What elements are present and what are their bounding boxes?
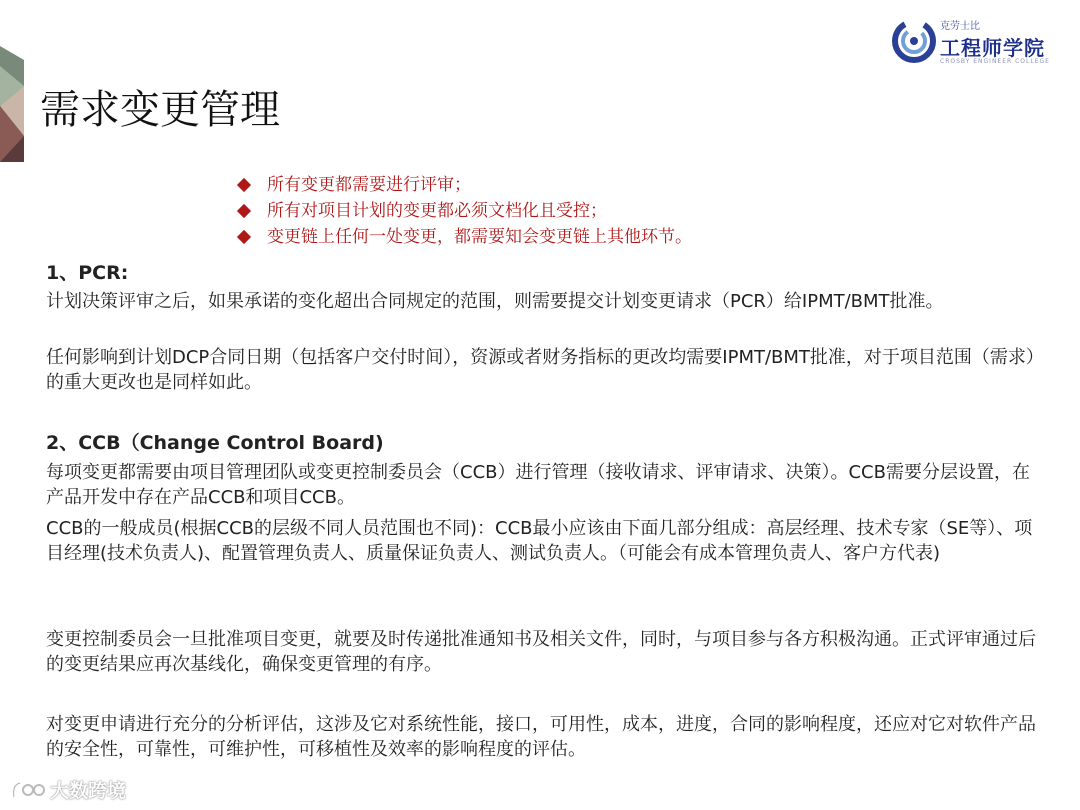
highlight-item: [236, 172, 692, 198]
logo-main-text: 工程师学院: [940, 36, 1045, 60]
watermark: [10, 776, 126, 803]
pcr-paragraph-2: 任何影响到计划DCP合同日期（包括客户交付时间），资源或者财务指标的更改均需要IPMT/BMT批准，对于项目范围（需求）的重大更改也是同样如此。: [46, 347, 1044, 393]
pcr-paragraph-1: 计划决策评审之后，如果承诺的变化超出合同规定的范围，则需要提交计划变更请求（PCR）给IPMT/BMT批准。: [46, 291, 944, 312]
page-title: 需求变更管理: [40, 87, 280, 133]
logo-sub-text: CROSBY ENGINEER COLLEGE: [940, 58, 1050, 65]
diamond-bullet-icon: [237, 204, 251, 218]
ccb-heading: 2、CCB（Change Control Board): [46, 432, 384, 454]
watermark-brand: 大数跨境: [50, 780, 127, 802]
highlight-text: 变更链上任何一处变更，都需要知会变更链上其他环节。: [267, 227, 692, 247]
highlight-text: 所有变更都需要进行评审；: [267, 175, 471, 195]
closing-paragraph-1: 变更控制委员会一旦批准项目变更，就要及时传递批准通知书及相关文件，同时，与项目参与各方积极沟通。正式评审通过后的变更结果应再次基线化，确保变更管理的有序。: [46, 629, 1036, 675]
closing-paragraph-2: 对变更申请进行充分的分析评估，这涉及它对系统性能，接口，可用性，成本，进度，合同的影响程度，还应对它对软件产品的安全性，可靠性，可维护性，可移植性及效率的影响程度的评估。: [46, 714, 1036, 760]
ccb-paragraph-2: CCB的一般成员(根据CCB的层级不同人员范围也不同)：CCB最小应该由下面几部分组成：高层经理、技术专家（SE等）、项目经理(技术负责人)、配置管理负责人、质量保证负责人、测试负责人。（可能会有成本管理负责人、客户方代表): [46, 518, 1033, 564]
highlight-text: 所有对项目计划的变更都必须文档化且受控；: [267, 201, 607, 221]
watermark-logo-icon: [10, 779, 46, 801]
logo-small-text: 克劳士比: [940, 21, 980, 32]
highlight-list: [236, 172, 692, 250]
highlight-item: [236, 224, 692, 250]
college-logo: [890, 14, 1050, 72]
diamond-bullet-icon: [237, 230, 251, 244]
corner-decoration: [0, 46, 24, 162]
pcr-heading: 1、PCR:: [46, 262, 129, 284]
ccb-paragraph-1: 每项变更都需要由项目管理团队或变更控制委员会（CCB）进行管理（接收请求、评审请求、决策）。CCB需要分层设置，在产品开发中存在产品CCB和项目CCB。: [46, 462, 1030, 508]
logo-swirl-icon: [890, 14, 938, 66]
highlight-item: [236, 198, 692, 224]
diamond-bullet-icon: [237, 178, 251, 192]
